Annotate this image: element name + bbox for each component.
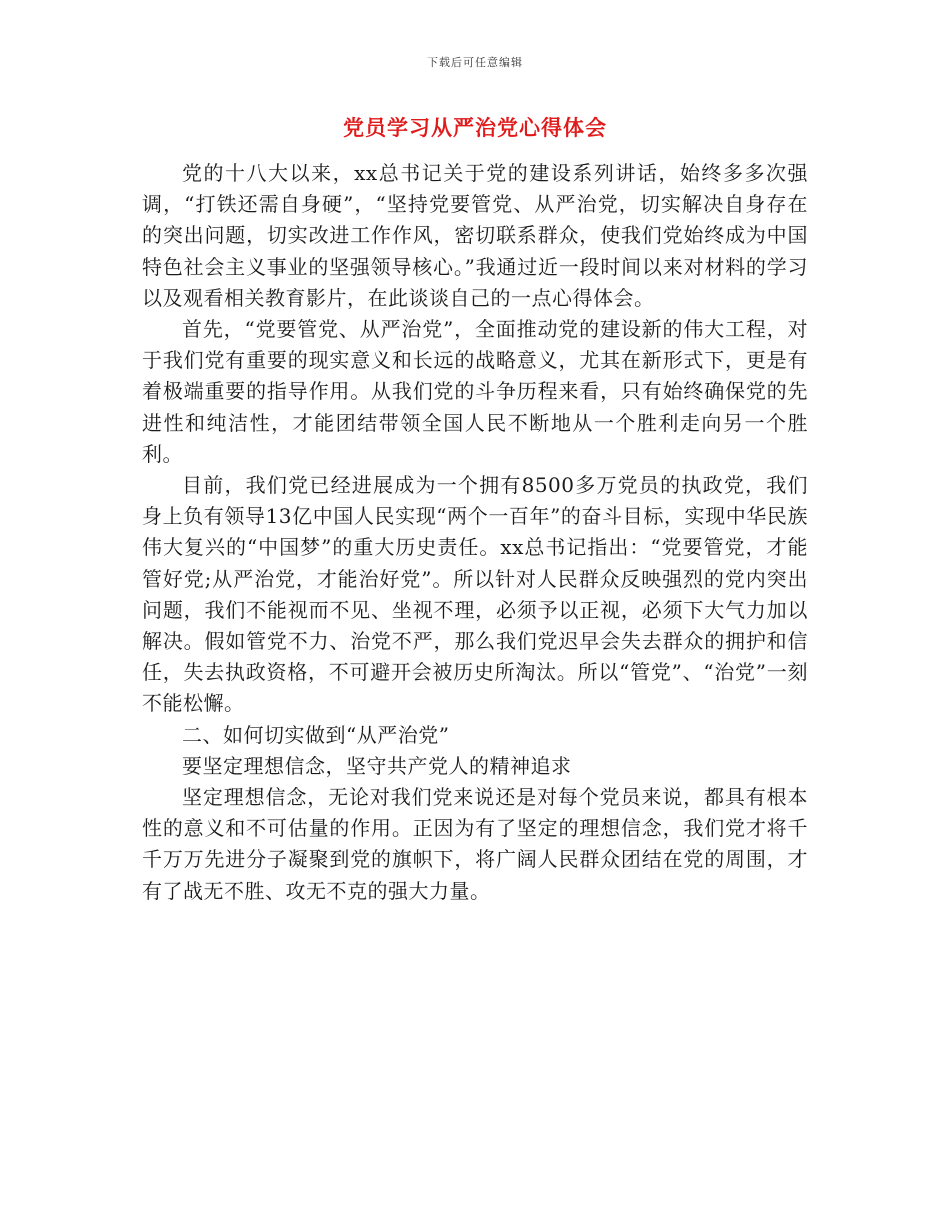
document-title: 党员学习从严治党心得体会 (343, 116, 607, 140)
paragraph-first: 首先，“党要管党、从严治党”，全面推动党的建设新的伟大工程，对于我们党有重要的现实意义和长远的战略意义，尤其在新形式下，更是有着极端重要的指导作用。从我们党的斗争历程来看，只有始终确保党的先进性和纯洁性，才能团结带领全国人民不断地从一个胜利走向另一个胜利。 (142, 317, 808, 466)
paragraph-intro: 党的十八大以来，xx总书记关于党的建设系列讲话，始终多多次强调，“打铁还需自身硬”，“坚持党要管党、从严治党，切实解决自身存在的突出问题，切实改进工作作风，密切联系群众，使我们党始终成为中国特色社会主义事业的坚强领导核心。”我通过近一段时间以来对材料的学习以及观看相关教育影片，在此谈谈自己的一点心得体会。 (142, 161, 808, 310)
paragraph-ideals: 坚定理想信念，无论对我们党来说还是对每个党员来说，都具有根本性的意义和不可估量的作用。正因为有了坚定的理想信念，我们党才将千千万万先进分子凝聚到党的旗帜下，将广阔人民群众团结在党的周围，才有了战无不胜、攻无不克的强大力量。 (142, 785, 808, 903)
paragraph-current: 目前，我们党已经进展成为一个拥有8500多万党员的执政党，我们身上负有领导13亿中国人民实现“两个一百年”的奋斗目标，实现中华民族伟大复兴的“中国梦”的重大历史责任。xx总书记指出：“党要管党，才能管好党;从严治党，才能治好党”。所以针对人民群众反映强烈的党内突出问题，我们不能视而不见、坐视不理，必须予以正视，必须下大气力加以解决。假如管党不力、治党不严，那么我们党迟早会失去群众的拥护和信任，失去执政资格，不可避开会被历史所淘汰。所以“管党”、“治党”一刻不能松懈。 (142, 473, 808, 716)
document-body (142, 158, 808, 907)
subsection-heading: 要坚定理想信念，坚守共产党人的精神追求 (182, 753, 572, 778)
header-note: 下载后可任意编辑 (427, 56, 523, 69)
section-heading: 二、如何切实做到“从严治党” (182, 722, 450, 747)
